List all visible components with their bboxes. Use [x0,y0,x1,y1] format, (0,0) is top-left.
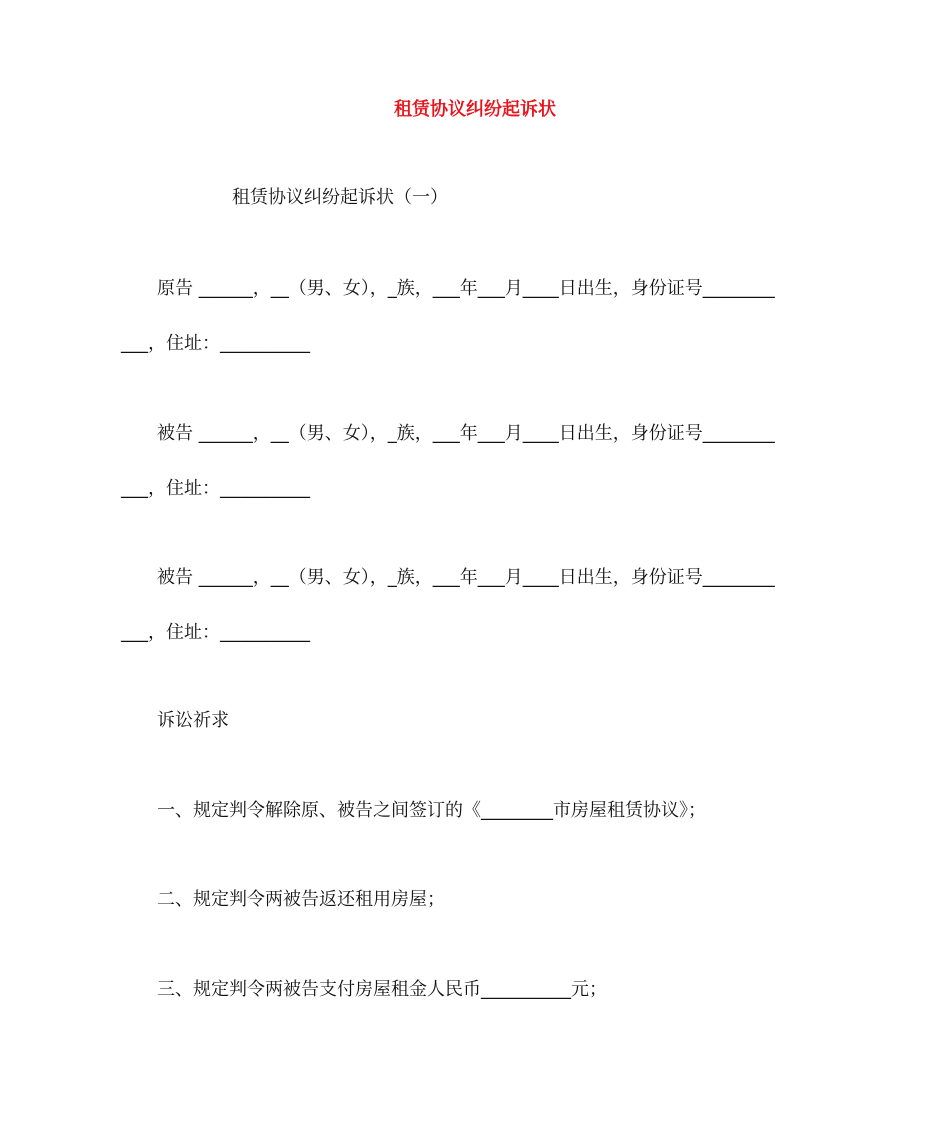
defendant-2-line-1: 被告 ______，__（男、女），_族，___年___月____日出生，身份证号________ [157,567,775,588]
claim-item-2: 二、规定判令两被告返还租用房屋； [157,889,445,910]
defendant-1-line-2: ___，住址：__________ [121,478,310,499]
claim-item-3: 三、规定判令两被告支付房屋租金人民币__________元； [157,979,607,1000]
defendant-2-line-2: ___，住址：__________ [121,622,310,643]
plaintiff-line-1: 原告 ______，__（男、女），_族，___年___月____日出生，身份证号________ [157,278,775,299]
document-title: 租赁协议纠纷起诉状 [394,99,556,120]
claims-heading: 诉讼祈求 [157,710,229,731]
document-subtitle: 租赁协议纠纷起诉状（一） [232,187,448,208]
claim-item-1: 一、规定判令解除原、被告之间签订的《________市房屋租赁协议》； [157,800,706,821]
defendant-1-line-1: 被告 ______，__（男、女），_族，___年___月____日出生，身份证号________ [157,423,775,444]
plaintiff-line-2: ___，住址：__________ [121,333,310,354]
